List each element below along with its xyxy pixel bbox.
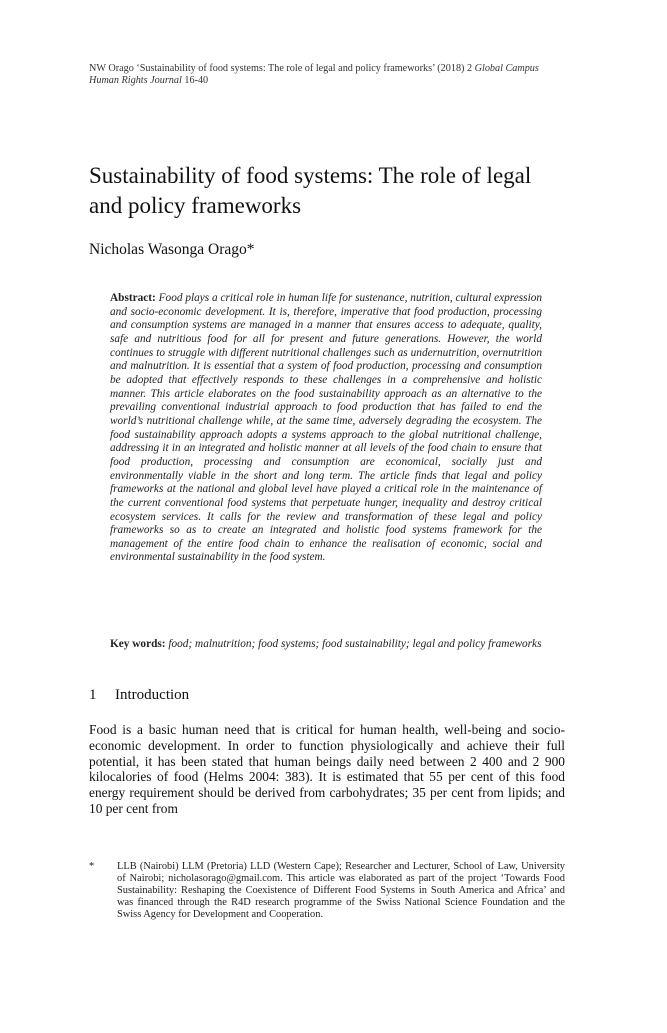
footnote-text: LLB (Nairobi) LLM (Pretoria) LLD (Western Cape); Researcher and Lecturer, School of Law, University of Nairobi; nicholasorago@gmail.com. This article was elaborated as part of the project ‘Towards Food Sustainability: Reshaping the Coexistence of Different Food Systems in South America and Africa’ and was financed through the R4D research programme of the Swiss National Science Foundation and the Swiss Agency for Development and Cooperation.: [117, 861, 565, 920]
section-heading: [89, 686, 569, 704]
keywords-text: food; malnutrition; food systems; food sustainability; legal and policy frameworks: [168, 638, 542, 650]
article-title: Sustainability of food systems: The role of legal and policy frameworks: [89, 163, 532, 218]
citation-text: NW Orago ‘Sustainability of food systems: The role of legal and policy frameworks’ (2018) 2: [89, 63, 475, 74]
section-title: Introduction: [115, 687, 190, 703]
footnote-marker: *: [89, 861, 95, 872]
body-paragraph: Food is a basic human need that is critical for human health, well-being and socio-economic development. In order to function physiologically and achieve their full potential, it has been stated that human beings daily need between 2 400 and 2 900 kilocalories of food (Helms 2004: 383). It is estimated that 55 per cent of this food energy requirement should be derived from carbohydrates; 35 per cent from lipids; and 10 per cent from: [89, 722, 565, 816]
journal-name: Global Campus Human Rights Journal: [89, 63, 539, 86]
citation-pages: 16-40: [181, 74, 209, 86]
keywords: [110, 638, 542, 652]
keywords-label: Key words:: [110, 638, 166, 650]
footnote: [89, 861, 565, 921]
running-header: [89, 63, 569, 86]
abstract: [110, 292, 542, 565]
section-number: 1: [89, 687, 97, 703]
abstract-label: Abstract:: [110, 292, 156, 304]
abstract-text: Food plays a critical role in human life for sustenance, nutrition, cultural expression and socio-economic development. It is, therefore, imperative that food production, processing and consumption systems are managed in a manner that ensures access to adequate, quality, safe and nutritious food for all for present and future generations. However, the world continues to struggle with different nutritional challenges such as undernutrition, overnutrition and malnutrition. It is essential that a system of food production, processing and consumption be adopted that effectively responds to these challenges in a comprehensive and holistic manner. This article elaborates on the food sustainability approach as an alternative to the prevailing conventional industrial approach to food production that has failed to end the world’s nutritional challenge while, at the same time, adversely degrading the ecosystem. The food sustainability approach adopts a systems approach to the global nutritional challenge, addressing it in an integrated and holistic manner at all levels of the food chain to ensure that food production, processing and consumption are economical, socially just and environmentally viable in the short and long term. The article finds that legal and policy frameworks at the national and global level have played a critical role in the maintenance of the current conventional food systems that perpetuate hunger, inequality and destroy critical ecosystem services. It calls for the review and transformation of these legal and policy frameworks so as to create an integrated and holistic food systems framework for the management of the entire food chain to enhance the realisation of economic, social and environmental sustainability in the food system.: [110, 292, 543, 564]
author-name: Nicholas Wasonga Orago*: [89, 241, 255, 258]
